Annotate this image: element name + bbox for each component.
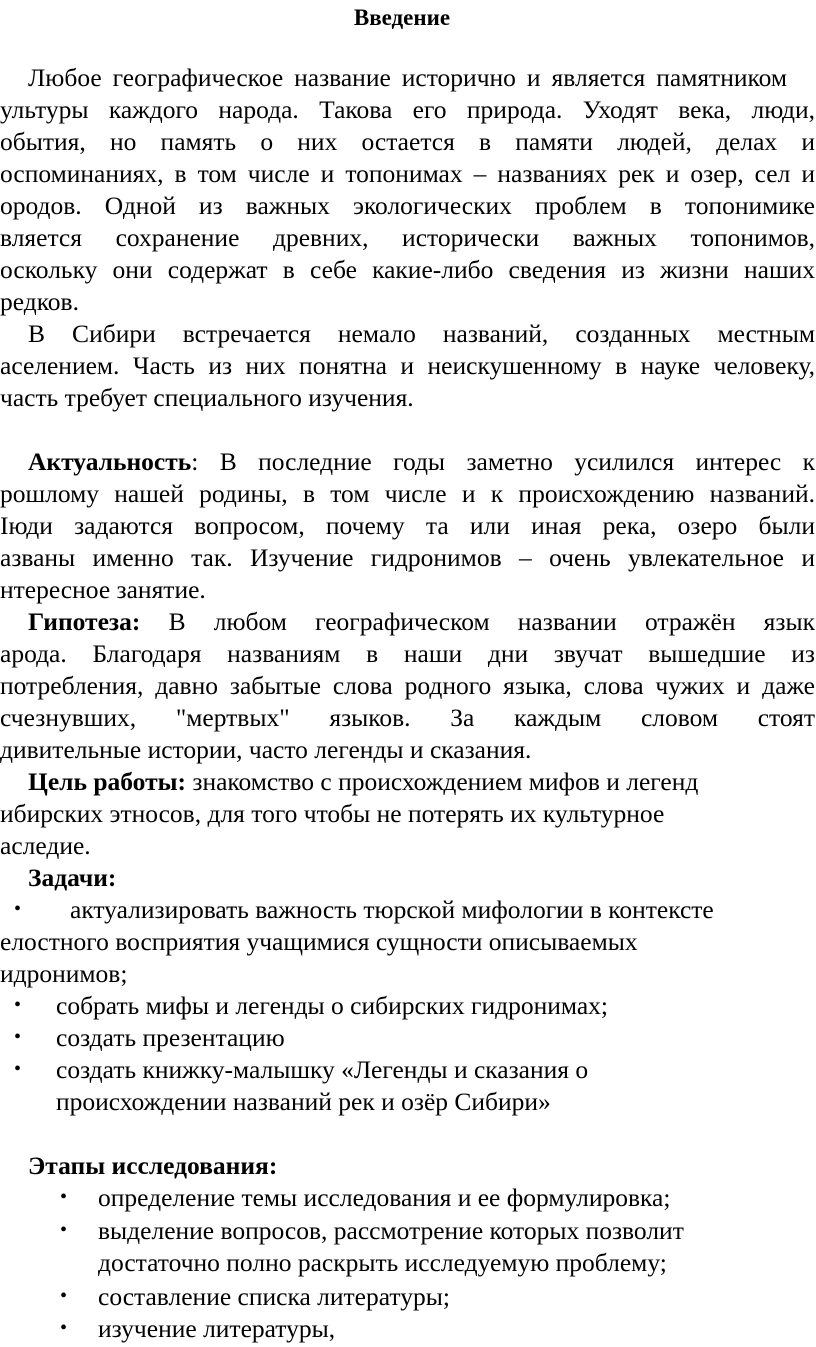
task-item-4-line-2: происхождении названий рек и озёр Сибири» — [56, 1087, 551, 1116]
siberia-line-1: В Сибири встречается немало названий, созданных местным — [28, 319, 815, 348]
tasks-label: Задачи: — [28, 863, 117, 892]
stage-item-2-line-1: выделение вопросов, рассмотрение которых позволит — [98, 1216, 684, 1245]
stage-item-4: изучение литературы, — [98, 1314, 336, 1343]
intro-line-3: обытия, но память о них остается в памяти людей, делах и — [0, 127, 815, 156]
hypothesis-line-4: счезнувших, "мертвых" языков. За каждым словом стоят — [0, 703, 815, 732]
relevance-line-3: Іюди задаются вопросом, почему та или иная река, озеро были — [0, 511, 815, 540]
intro-line-2: ультуры каждого народа. Такова его природа. Уходят века, люди, — [0, 95, 815, 124]
siberia-line-3: часть требует специального изучения. — [0, 383, 414, 412]
intro-line-4: оспоминаниях, в том числе и топонимах – названиях рек и озер, сел и — [0, 159, 815, 188]
relevance-line-5: нтересное занятие. — [0, 575, 206, 604]
goal-text: знакомство с происхождением мифов и легенд — [186, 767, 699, 796]
intro-line-5: ородов. Одной из важных экологических проблем в топонимике — [0, 191, 815, 220]
stage-item-2-line-2: достаточно полно раскрыть исследуемую проблему; — [98, 1248, 667, 1277]
bullet-icon: • — [60, 1186, 68, 1208]
siberia-line-2: аселением. Часть из них понятна и неискушенному в науке человеку, — [0, 351, 815, 380]
hypothesis-line-5: дивительные истории, часто легенды и сказания. — [0, 735, 532, 764]
page-title: Введение — [353, 5, 451, 30]
tasks-heading — [28, 862, 816, 894]
goal-line-2: ибирских этносов, для того чтобы не потерять их культурное — [0, 799, 665, 828]
task-item-3: создать презентацию — [56, 1023, 285, 1052]
goal-line-1 — [28, 766, 816, 798]
bullet-icon: • — [14, 1058, 22, 1080]
bullet-icon: • — [14, 898, 22, 920]
goal-label: Цель работы: — [28, 767, 187, 796]
stage-item-1: определение темы исследования и ее формулировка; — [98, 1183, 671, 1212]
stages-heading — [28, 1150, 816, 1182]
goal-line-3: аследие. — [0, 831, 91, 860]
hypothesis-line-1 — [0, 606, 815, 638]
hypothesis-line-3: потребления, давно забытые слова родного языка, слова чужих и даже — [0, 671, 815, 700]
bullet-icon: • — [60, 1285, 68, 1307]
task-item-1-line-3: идронимов; — [0, 959, 128, 988]
relevance-line-1 — [0, 446, 815, 478]
relevance-line-4: азваны именно так. Изучение гидронимов – очень увлекательное и — [0, 543, 815, 572]
hypothesis-text: В любом географическом названии отражён язык — [140, 607, 815, 636]
bullet-icon: • — [60, 1219, 68, 1241]
hypothesis-line-2: арода. Благодаря названиям в наши дни звучат вышедшие из — [0, 639, 815, 668]
intro-line-6: вляется сохранение древних, исторически важных топонимов, — [0, 223, 815, 252]
task-item-1-line-1: актуализировать важность тюрской мифологии в контексте — [70, 895, 714, 924]
bullet-icon: • — [14, 1026, 22, 1048]
relevance-label: Актуальность — [28, 447, 192, 476]
intro-line-8: редков. — [0, 287, 79, 316]
relevance-text: : В последние годы заметно усилился интерес к — [191, 447, 815, 476]
bullet-icon: • — [60, 1317, 68, 1339]
task-item-2: собрать мифы и легенды о сибирских гидронимах; — [56, 991, 608, 1020]
relevance-line-2: рошлому нашей родины, в том числе и к происхождению названий. — [0, 479, 815, 508]
stage-item-3: составление списка литературы; — [98, 1282, 450, 1311]
hypothesis-label: Гипотеза: — [28, 607, 141, 636]
bullet-icon: • — [14, 994, 22, 1016]
stages-label: Этапы исследования: — [28, 1151, 278, 1180]
task-item-1-line-2: елостного восприятия учащимися сущности описываемых — [0, 927, 638, 956]
intro-line-1: Любое географическое название исторично и является памятником — [28, 63, 787, 92]
task-item-4-line-1: создать книжку-малышку «Легенды и сказания о — [56, 1055, 589, 1084]
intro-line-7: оскольку они содержат в себе какие-либо сведения из жизни наших — [0, 255, 815, 284]
